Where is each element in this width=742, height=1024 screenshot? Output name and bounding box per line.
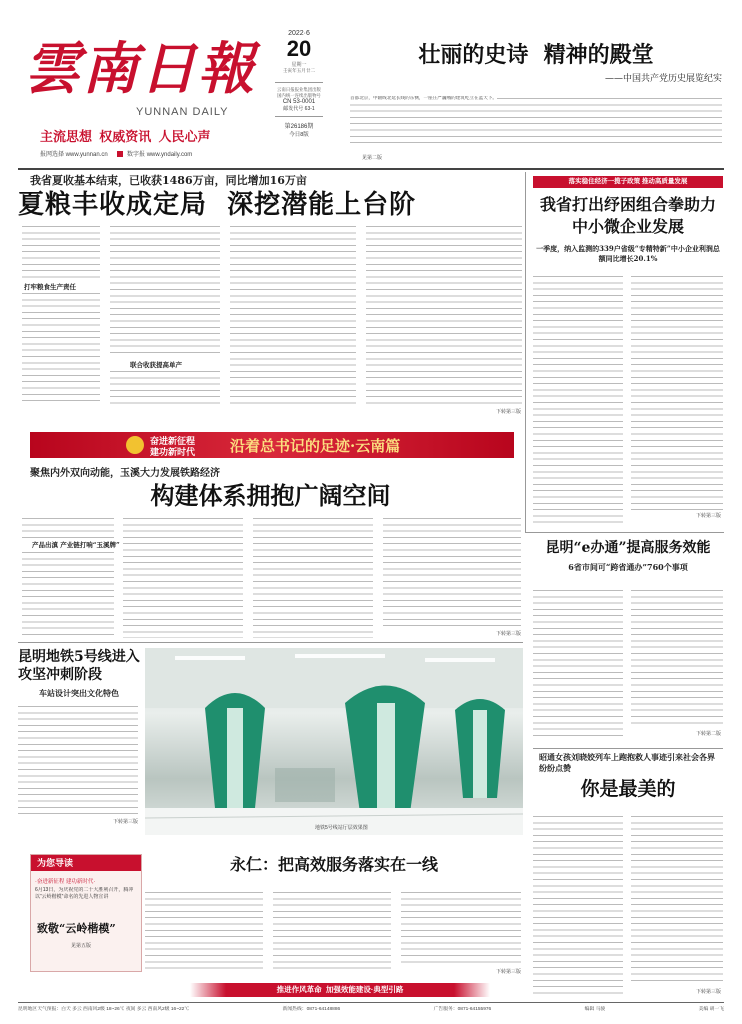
sme-more[interactable]: 下转第三版 bbox=[695, 513, 721, 519]
slogan: 主流思想 权威资讯 人民心声 bbox=[40, 129, 211, 144]
egov-sub: 6省市间可“跨省通办”760个事项 bbox=[568, 562, 688, 572]
metro-story[interactable] bbox=[18, 648, 140, 830]
rail-col-1b bbox=[22, 550, 114, 638]
top-story[interactable] bbox=[350, 38, 722, 163]
grain-col-2 bbox=[110, 224, 220, 358]
yongren-more[interactable]: 下转第三版 bbox=[495, 969, 521, 975]
liu-more[interactable]: 下转第三版 bbox=[695, 989, 721, 995]
post-code: 邮发代号 63-1 bbox=[283, 106, 315, 112]
grain-col-1b bbox=[22, 291, 100, 405]
liu-kicker: 昭通女孩刘晓姣列车上跑抱救人事迹引来社会各界纷纷点赞 bbox=[539, 752, 715, 773]
bottom-banner bbox=[190, 983, 490, 997]
rail-col-3 bbox=[253, 516, 373, 638]
logo-english: YUNNAN DAILY bbox=[136, 106, 229, 118]
right-banner-text: 落实稳住经济一揽子政策 推动高质量发展 bbox=[568, 178, 688, 185]
publisher: 云南日报报业集团出版 bbox=[277, 87, 321, 92]
lunar-date: 壬寅年五月廿二 bbox=[282, 68, 316, 73]
liu-title[interactable]: 你是最美的 bbox=[580, 778, 676, 800]
grain-more[interactable]: 下转第三版 bbox=[495, 409, 521, 415]
weather-forecast: 昆明地区天气预报：白天 多云 西南风2级 18~26℃ 夜间 多云 西南风2级 16~22℃ bbox=[18, 1007, 190, 1012]
rail-sub: 产品出滇 产业链打响“玉溪牌” bbox=[32, 541, 120, 549]
liu-story[interactable] bbox=[533, 752, 723, 998]
guide-title: 为您导读 bbox=[37, 858, 74, 868]
newspaper-logo: 雲南日報 bbox=[24, 36, 256, 102]
date-block bbox=[275, 30, 323, 160]
rail-col-4 bbox=[383, 516, 521, 626]
masthead bbox=[18, 26, 310, 166]
page-count: 今日8版 bbox=[289, 132, 309, 138]
sme-story[interactable] bbox=[533, 194, 723, 532]
yongren-col-3 bbox=[401, 890, 521, 966]
metro-sub: 车站设计突出文化特色 bbox=[39, 688, 119, 698]
weekday: 星期一 bbox=[291, 62, 307, 68]
top-story-more[interactable]: 见第二版 bbox=[362, 155, 383, 161]
issue-number: 第26186期 bbox=[284, 124, 314, 130]
web-address bbox=[40, 149, 192, 158]
bottom-banner-text: 推进作风革命 加强效能建设·典型引路 bbox=[276, 985, 404, 994]
digital-link[interactable]: 数字报 www.yndaily.com bbox=[127, 152, 193, 158]
egov-col-2 bbox=[631, 588, 723, 728]
sme-title[interactable]: 我省打出纾困组合拳助力中小微企业发展 bbox=[539, 195, 716, 236]
grain-col-2b bbox=[110, 369, 220, 409]
yongren-col-2 bbox=[273, 890, 391, 974]
sme-col-1 bbox=[533, 274, 623, 524]
rail-col-2 bbox=[123, 516, 243, 638]
designer: 美编 胡一飞 bbox=[698, 1007, 724, 1012]
rail-more[interactable]: 下转第三版 bbox=[495, 631, 521, 637]
guide-item-text: 6月13日，为庆祝党的二十大胜利召开，腾冲以“云岭楷模”命名的先进人物宣讲 bbox=[35, 887, 134, 900]
yongren-story[interactable] bbox=[145, 850, 523, 980]
top-story-subtitle: ——中国共产党历史展览纪实 bbox=[604, 74, 722, 84]
top-story-title[interactable]: 壮丽的史诗 精神的殿堂 bbox=[418, 42, 654, 68]
grain-title[interactable]: 夏粮丰收成定局 深挖潜能上台阶 bbox=[18, 190, 417, 220]
guide-box[interactable] bbox=[30, 854, 142, 972]
banner-right: 沿着总书记的足迹·云南篇 bbox=[230, 437, 401, 455]
footer bbox=[18, 1005, 724, 1015]
rail-col-1 bbox=[22, 516, 114, 538]
ad-hotline: 广告服务：0871-64155976 bbox=[433, 1007, 492, 1012]
egov-title[interactable]: 昆明“e办通”提高服务效能 bbox=[545, 540, 711, 556]
grain-story[interactable] bbox=[18, 172, 523, 420]
egov-col-1 bbox=[533, 588, 623, 738]
guide-item-head: ·奋进新征程 建功新时代· bbox=[35, 879, 96, 885]
editor: 编辑 马骏 bbox=[584, 1007, 606, 1012]
rail-title[interactable]: 构建体系拥抱广阔空间 bbox=[150, 481, 391, 510]
sme-col-2 bbox=[631, 274, 723, 510]
rail-story[interactable] bbox=[18, 464, 523, 640]
grain-sub1: 打牢粮食生产责任 bbox=[24, 283, 76, 291]
phone-icon bbox=[117, 151, 123, 157]
red-feature-banner[interactable] bbox=[30, 432, 514, 458]
egov-more[interactable]: 下转第二版 bbox=[695, 731, 721, 737]
guide-more[interactable]: 见第五版 bbox=[71, 943, 92, 949]
grain-sub2: 联合收获提高单产 bbox=[130, 361, 182, 369]
banner-left-line1: 奋进新征程 bbox=[150, 436, 196, 446]
party-emblem-icon bbox=[126, 436, 144, 454]
sme-deck: 一季度，纳入监测的339户省级“专精特新”中小企业利润总额同比增长20.1% bbox=[536, 244, 720, 263]
banner-left-line2: 建功新时代 bbox=[150, 447, 196, 457]
grain-kicker: 我省夏收基本结束，已收获1486万亩，同比增加16万亩 bbox=[30, 174, 307, 187]
photo-caption: 地铁5号线站厅层效果图 bbox=[315, 825, 368, 831]
top-story-body: 首都北京，中轴线北延长线的东侧，一座庄严巍峨的建筑屹立在蓝天下。 bbox=[350, 96, 722, 144]
guide-big-title[interactable]: 致敬“云岭楷模” bbox=[37, 922, 116, 935]
liu-col-1 bbox=[533, 814, 623, 994]
liu-col-2 bbox=[631, 814, 723, 984]
grain-col-1 bbox=[22, 224, 100, 282]
metro-title[interactable]: 昆明地铁5号线进入攻坚冲刺阶段 bbox=[18, 649, 140, 683]
cn-number: CN 53-0001 bbox=[282, 99, 316, 105]
day-number: 20 bbox=[286, 36, 312, 61]
news-hotline: 新闻热线：0871-64148886 bbox=[282, 1007, 341, 1012]
guide-header bbox=[31, 855, 141, 871]
yongren-title[interactable]: 永仁：把高效服务落实在一线 bbox=[229, 855, 438, 874]
web-link[interactable]: 报网选择 www.yunnan.cn bbox=[40, 152, 108, 158]
metro-more[interactable]: 下转第三版 bbox=[112, 819, 138, 825]
right-policy-banner bbox=[533, 176, 723, 188]
grain-col-3 bbox=[230, 224, 356, 408]
egov-story[interactable] bbox=[533, 538, 723, 748]
year-month: 2022·6 bbox=[288, 30, 310, 37]
cn-label: 国内统一连续出版物号 bbox=[277, 93, 321, 98]
metro-body bbox=[18, 704, 138, 816]
station-illustration bbox=[145, 648, 523, 835]
rail-kicker: 聚焦内外双向动能，玉溪大力发展铁路经济 bbox=[30, 468, 220, 479]
metro-station-photo bbox=[145, 648, 523, 835]
yongren-col-1 bbox=[145, 890, 263, 974]
grain-col-4 bbox=[366, 224, 522, 404]
